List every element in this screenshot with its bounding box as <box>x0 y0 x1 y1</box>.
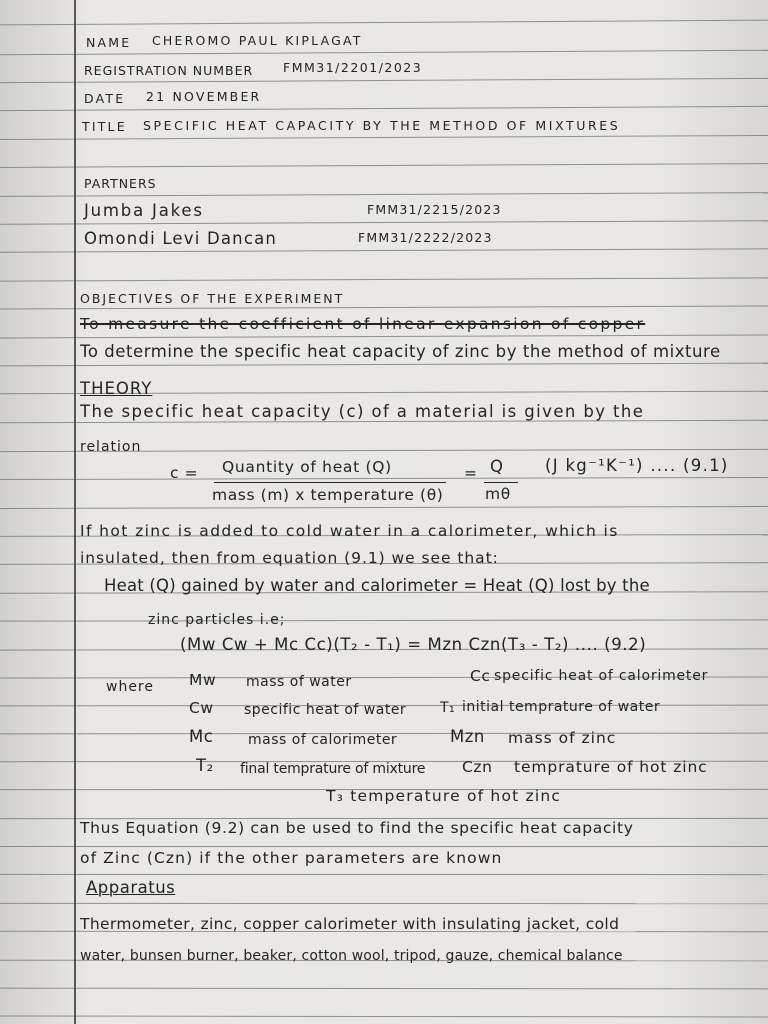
objective-text: To determine the specific heat capacity of zinc by the method of mixture <box>80 342 721 361</box>
ruled-line <box>0 50 768 56</box>
symbol: Cw <box>189 699 214 717</box>
apparatus-line: water, bunsen burner, beaker, cotton wool, tripod, gauze, chemical balance <box>80 948 623 964</box>
definition: specific heat of water <box>244 702 407 718</box>
ruled-line <box>0 903 768 904</box>
definition: mass of calorimeter <box>248 732 398 748</box>
definition: T₃ temperature of hot zinc <box>326 787 562 805</box>
ruled-line <box>0 277 768 281</box>
apparatus-heading: Apparatus <box>86 878 176 897</box>
ruled-line <box>0 874 768 875</box>
ruled-line <box>0 846 768 847</box>
name-value: CHEROMO PAUL KIPLAGAT <box>152 33 363 48</box>
equation-denominator: mass (m) x temperature (θ) <box>212 486 444 504</box>
title-value: SPECIFIC HEAT CAPACITY BY THE METHOD OF MIXTURES <box>143 118 621 133</box>
partner-reg: FMM31/2222/2023 <box>358 230 493 245</box>
registration-label: REGISTRATION NUMBER <box>84 63 254 78</box>
conclusion-line: Thus Equation (9.2) can be used to find the specific heat capacity <box>80 819 634 837</box>
equation-equals: = <box>464 464 478 482</box>
definition: mass of water <box>246 674 352 690</box>
theory-line: The specific heat capacity (c) of a material is given by the <box>80 402 645 421</box>
symbol: Cc <box>470 667 491 685</box>
definition: specific heat of calorimeter <box>494 668 709 684</box>
ruled-line <box>0 506 768 509</box>
theory-paragraph: If hot zinc is added to cold water in a calorimeter, which is <box>80 522 619 540</box>
theory-paragraph: insulated, then from equation (9.1) we see that: <box>80 549 499 567</box>
symbol: Mc <box>189 727 214 746</box>
equation-9-2: (Mw Cw + Mc Cc)(T₂ - T₁) = Mzn Czn(T₃ - T₂) .... (9.2) <box>180 635 647 654</box>
ruled-line <box>0 192 768 197</box>
ruled-line <box>0 305 768 309</box>
where-label: where <box>106 679 154 695</box>
equation-denominator-mtheta: mθ <box>485 485 511 503</box>
apparatus-line: Thermometer, zinc, copper calorimeter with insulating jacket, cold <box>80 915 620 933</box>
conclusion-line: of Zinc (Czn) if the other parameters are known <box>80 849 503 867</box>
ruled-line <box>0 106 768 111</box>
ruled-line <box>0 220 768 225</box>
theory-line: relation <box>80 439 142 455</box>
theory-paragraph: Heat (Q) gained by water and calorimeter = Heat (Q) lost by the <box>104 576 650 595</box>
definition: initial temprature of water <box>462 699 661 715</box>
symbol: Mw <box>189 671 217 689</box>
partner-name: Jumba Jakes <box>84 201 204 220</box>
ruled-line <box>0 163 768 168</box>
equation-numerator: Quantity of heat (Q) <box>222 458 392 476</box>
name-label: NAME <box>86 35 132 50</box>
fraction-bar <box>214 482 446 483</box>
fraction-bar <box>484 482 518 483</box>
theory-paragraph: zinc particles i.e; <box>148 612 286 628</box>
objectives-heading: OBJECTIVES OF THE EXPERIMENT <box>80 291 345 306</box>
registration-value: FMM31/2201/2023 <box>283 60 423 75</box>
symbol: T₂ <box>196 756 214 775</box>
definition: mass of zinc <box>508 729 617 747</box>
partner-reg: FMM31/2215/2023 <box>367 202 502 217</box>
ruled-line <box>0 1016 768 1018</box>
margin-line <box>74 0 76 1024</box>
ruled-line <box>0 20 768 26</box>
equation-lhs: c = <box>170 464 199 482</box>
symbol: Czn <box>462 758 493 776</box>
definition: final temprature of mixture <box>240 761 426 777</box>
struck-objective: To measure the coefficient of linear expansion of copper <box>80 315 646 333</box>
symbol: T₁ <box>440 700 456 716</box>
ruled-line <box>0 248 768 252</box>
partners-heading: PARTNERS <box>84 176 157 191</box>
ruled-line <box>0 988 768 990</box>
partner-name: Omondi Levi Dancan <box>84 229 278 248</box>
date-value: 21 NOVEMBER <box>146 89 262 104</box>
ruled-line <box>0 135 768 140</box>
title-label: TITLE <box>82 119 127 134</box>
ruled-line <box>0 78 768 83</box>
ruled-line <box>0 619 768 621</box>
ruled-line <box>0 477 768 480</box>
equation-numerator-q: Q <box>490 457 504 476</box>
date-label: DATE <box>84 91 126 106</box>
equation-units: (J kg⁻¹K⁻¹) .... (9.1) <box>545 456 729 475</box>
theory-heading: THEORY <box>80 379 153 398</box>
symbol: Mzn <box>450 727 485 746</box>
ruled-line <box>0 363 768 367</box>
ruled-line <box>0 335 768 339</box>
definition: temprature of hot zinc <box>514 758 708 776</box>
